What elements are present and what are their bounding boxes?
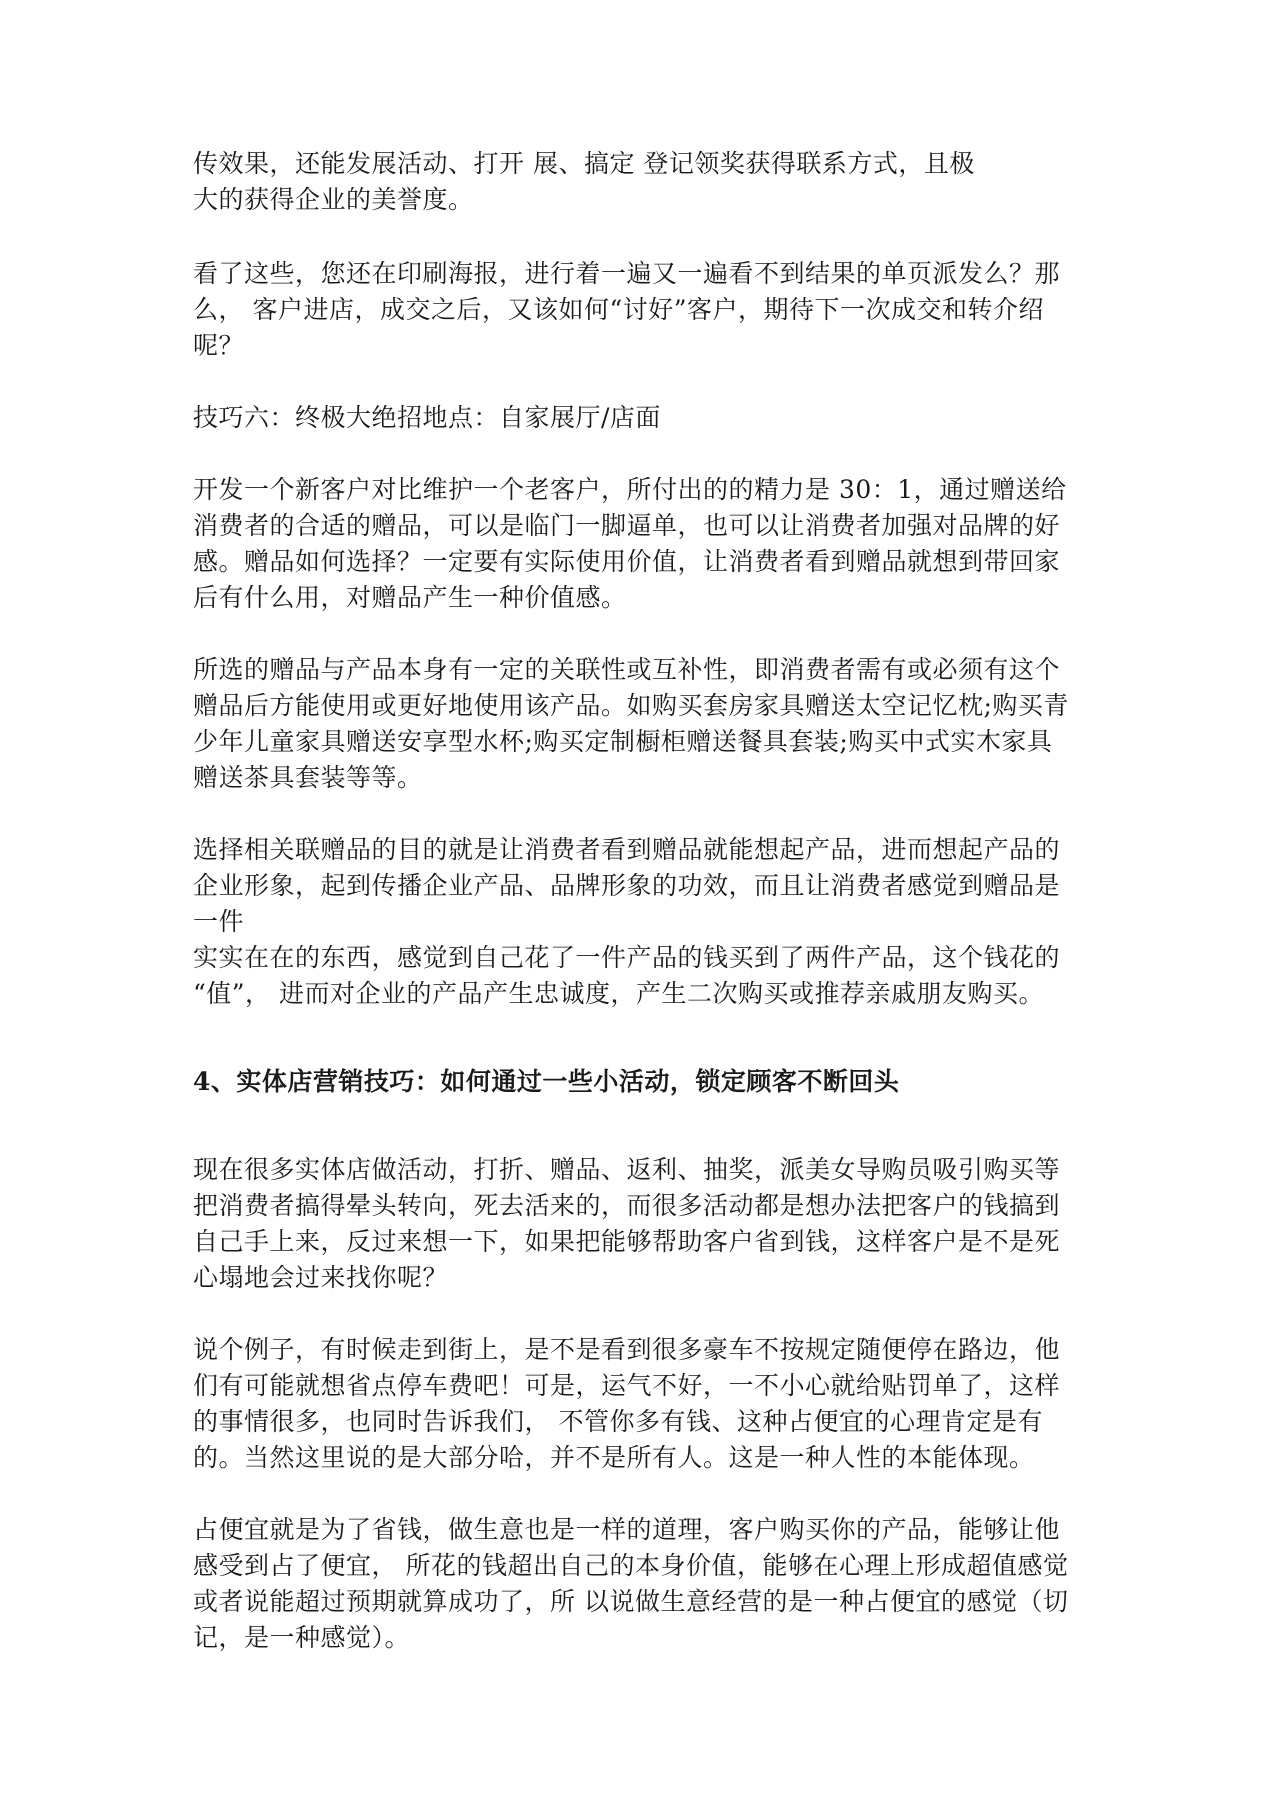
paragraph-gap bbox=[193, 1476, 1083, 1512]
paragraph-promo-effect: 传效果，还能发展活动、打开 展、搞定 登记领奖获得联系方式，且极 大的获得企业的美誉度。 bbox=[193, 149, 975, 214]
paragraph-gap bbox=[193, 1012, 1083, 1064]
document-page bbox=[193, 146, 1083, 1656]
paragraph-gap bbox=[193, 364, 1083, 400]
paragraph-bargain-feeling: 占便宜就是为了省钱，做生意也是一样的道理，客户购买你的产品，能够让他 感受到占了便宜， 所花的钱超出自己的本身价值，能够在心理上形成超值感觉 或者说能超过预期就算成功了，所 以说做生意经营的是一种占便宜的感觉（切 记，是一种感觉）。 bbox=[193, 1515, 1069, 1652]
paragraph-gift-purpose: 选择相关联赠品的目的就是让消费者看到赠品就能想起产品，进而想起产品的 企业形象，起到传播企业产品、品牌形象的功效，而且让消费者感觉到赠品是 一件 实实在在的东西，感觉到自己花了一件产品的钱买到了两件产品，这个钱花的 “值”， 进而对企业的产品产生忠诚度，产生二次购买或推荐亲戚朋友购买。 bbox=[193, 835, 1061, 1008]
paragraph-tip-six: 技巧六：终极大绝招地点：自家展厅/店面 bbox=[193, 403, 661, 432]
paragraph-store-activities: 现在很多实体店做活动，打折、赠品、返利、抽奖，派美女导购员吸引购买等 把消费者搞得晕头转向，死去活来的，而很多活动都是想办法把客户的钱搞到 自己手上来，反过来想一下，如果把能够帮助客户省到钱，这样客户是不是死 心塌地会过来找你呢？ bbox=[193, 1155, 1061, 1292]
paragraph-gap bbox=[193, 1296, 1083, 1332]
paragraph-poster-question: 看了这些，您还在印刷海报，进行着一遍又一遍看不到结果的单页派发么？那 么， 客户进店，成交之后，又该如何“讨好”客户，期待下一次成交和转介绍 呢？ bbox=[193, 259, 1061, 360]
paragraph-gift-relevance: 所选的赠品与产品本身有一定的关联性或互补性，即消费者需有或必须有这个 赠品后方能使用或更好地使用该产品。如购买套房家具赠送太空记忆枕;购买青 少年儿童家具赠送安享型水杯;购买定制橱柜赠送餐具套装;购买中式实木家具 赠送茶具套装等等。 bbox=[193, 655, 1069, 792]
paragraph-gap bbox=[193, 796, 1083, 832]
paragraph-gap bbox=[193, 616, 1083, 652]
paragraph-new-customer: 开发一个新客户对比维护一个老客户，所付出的的精力是 30：1，通过赠送给 消费者的合适的赠品，可以是临门一脚逼单，也可以让消费者加强对品牌的好 感。赠品如何选择？一定要有实际使用价值，让消费者看到赠品就想到带回家 后有什么用，对赠品产生一种价值感。 bbox=[193, 475, 1067, 612]
paragraph-gap bbox=[193, 436, 1083, 472]
paragraph-gap bbox=[193, 218, 1083, 256]
paragraph-gap bbox=[193, 1100, 1083, 1152]
section-heading: 4、实体店营销技巧：如何通过一些小活动，锁定顾客不断回头 bbox=[193, 1067, 900, 1096]
paragraph-parking-example: 说个例子，有时候走到街上，是不是看到很多豪车不按规定随便停在路边，他 们有可能就想省点停车费吧！可是，运气不好，一不小心就给贴罚单了，这样 的事情很多，也同时告诉我们， 不管你多有钱、这种占便宜的心理肯定是有 的。当然这里说的是大部分哈，并不是所有人。这是一种人性的本能体现。 bbox=[193, 1335, 1061, 1472]
